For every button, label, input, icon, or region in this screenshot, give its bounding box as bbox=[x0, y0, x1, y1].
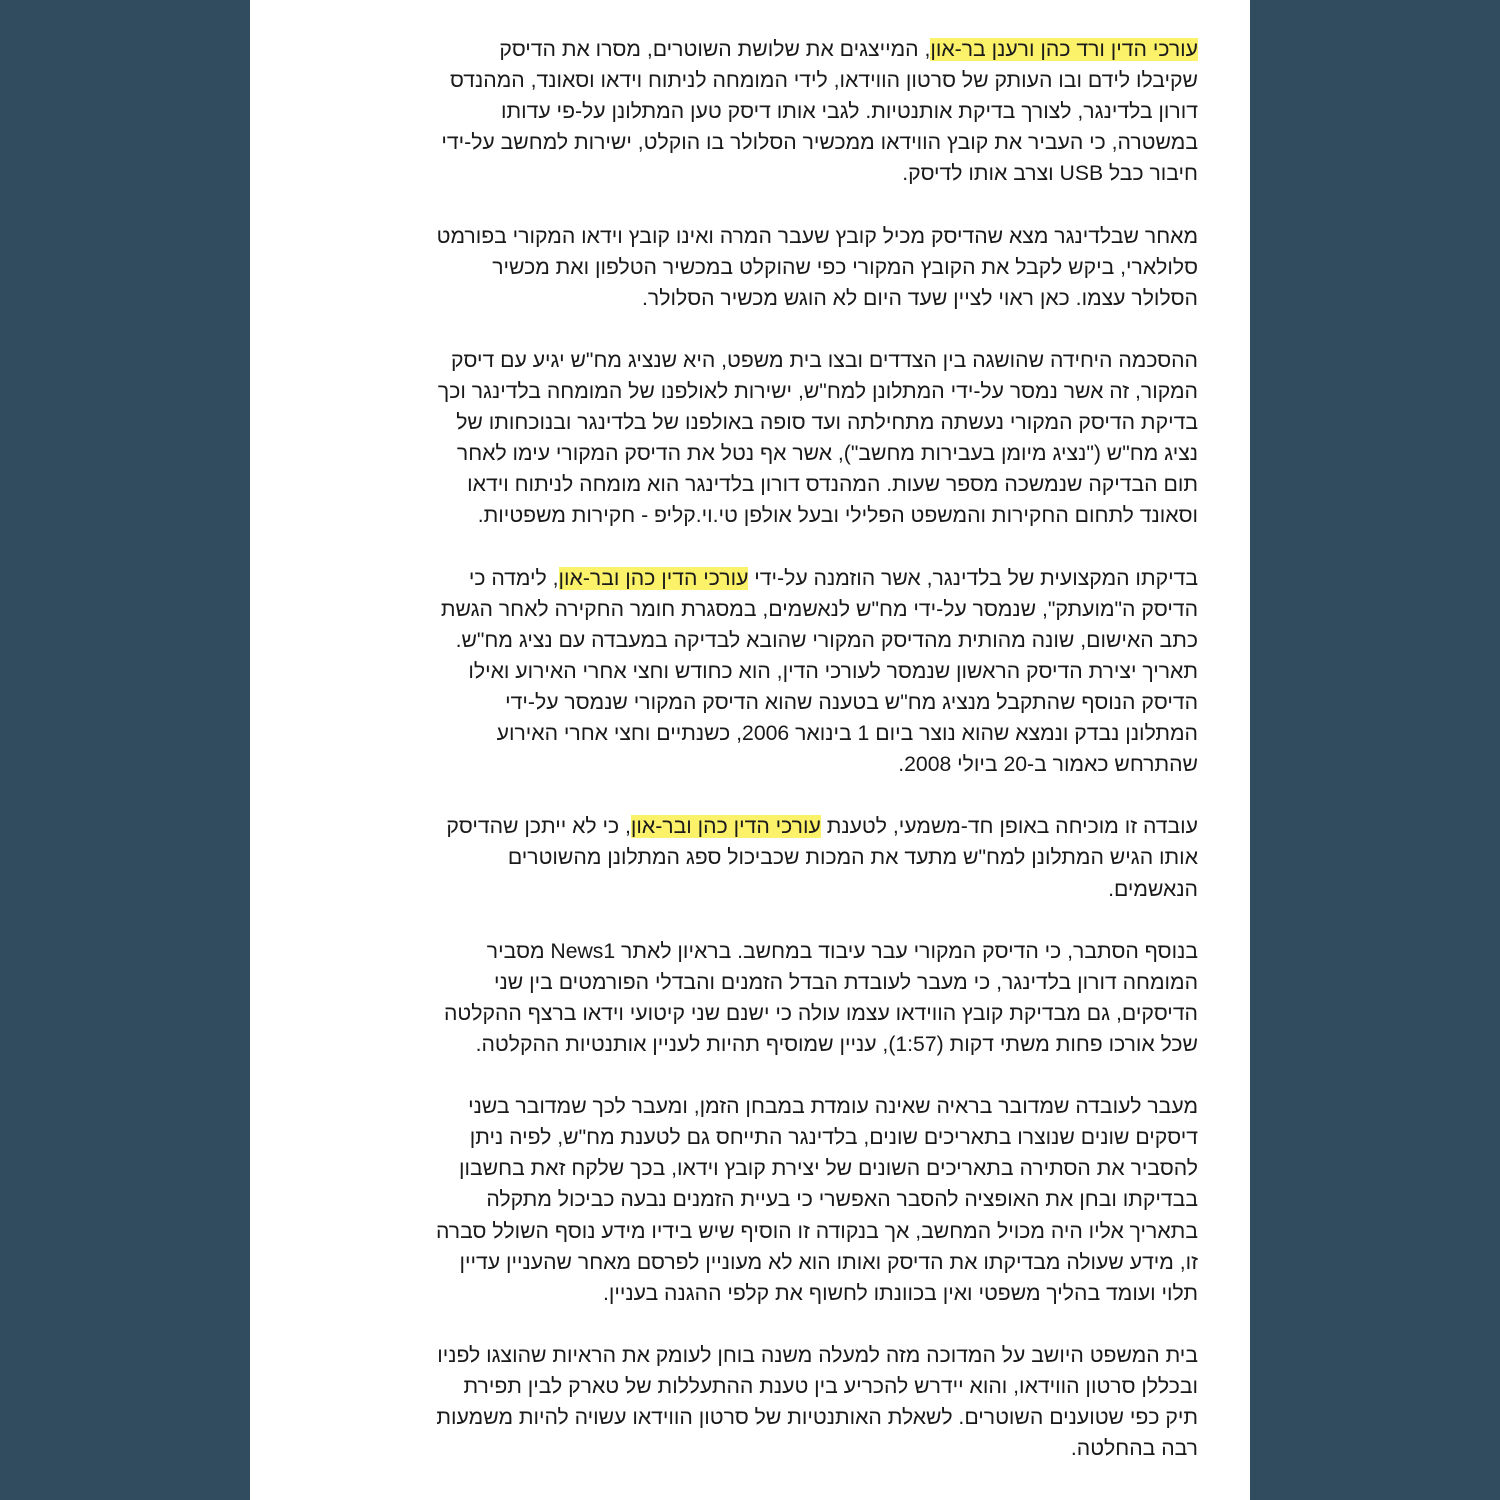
text-line bbox=[302, 469, 1198, 500]
text-line bbox=[302, 1091, 1198, 1122]
text-line bbox=[302, 34, 1198, 65]
text-run: מעבר לעובדה שמדובר בראיה שאינה עומדת במבחן הזמן, ומעבר לכך שמדובר בשני bbox=[468, 1095, 1198, 1119]
text-run: הנאשמים. bbox=[1108, 877, 1198, 901]
text-run: תאריך יצירת הדיסק הראשון שנמסר לעורכי הדין, הוא כחודש וחצי אחרי האירוע ואילו bbox=[468, 659, 1198, 683]
text-line bbox=[302, 563, 1198, 594]
text-run: , כי לא ייתכן שהדיסק bbox=[446, 815, 631, 839]
text-run: מאחר שבלדינגר מצא שהדיסק מכיל קובץ שעבר המרה ואינו קובץ וידאו המקורי בפורמט bbox=[436, 224, 1198, 248]
text-line bbox=[302, 500, 1198, 531]
text-line bbox=[302, 718, 1198, 749]
text-line bbox=[302, 1433, 1198, 1464]
paragraph bbox=[302, 1091, 1198, 1309]
paragraph bbox=[302, 34, 1198, 189]
text-run: כתב האישום, שונה מהותית מהדיסק המקורי שהובא לבדיקה במעבדה עם נציג מח"ש. bbox=[455, 628, 1198, 652]
article-body bbox=[302, 34, 1198, 1495]
text-run: , לימדה כי bbox=[468, 566, 559, 590]
text-line bbox=[302, 1340, 1198, 1371]
text-line bbox=[302, 1247, 1198, 1278]
text-run: דיסקים שונים שנוצרו בתאריכים שונים, בלדינגר התייחס גם לטענת מח"ש, לפיה ניתן bbox=[469, 1126, 1198, 1150]
text-line bbox=[302, 158, 1198, 189]
text-run: הדיסק ה"מועתק", שנמסר על-ידי מח"ש לנאשמים, במסגרת חומר החקירה לאחר הגשת bbox=[440, 597, 1198, 621]
text-line bbox=[302, 936, 1198, 967]
text-run: בית המשפט היושב על המדוכה מזה למעלה משנה בוחן לעומק את הראיות שהוצגו לפניו bbox=[437, 1343, 1198, 1367]
text-run: דורון בלדינגר, לצורך בדיקת אותנטיות. לגבי אותו דיסק טען המתלונן על-פי עדותו bbox=[500, 100, 1198, 124]
text-run: זו, מידע שעולה מבדיקתו את הדיסק ואותו הוא לא מעוניין לפרסם מאחר שהעניין עדיין bbox=[459, 1250, 1198, 1274]
text-line bbox=[302, 438, 1198, 469]
text-run: רבה בהחלטה. bbox=[1070, 1437, 1198, 1461]
text-run: ההסכמה היחידה שהושגה בין הצדדים ובצו בית משפט, היא שנציג מח"ש יגיע עם דיסק bbox=[451, 348, 1198, 372]
text-run: תיק כפי שטוענים השוטרים. לשאלת האותנטיות של סרטון הווידאו עשויה להיות משמעות bbox=[436, 1406, 1198, 1430]
text-line bbox=[302, 1122, 1198, 1153]
text-run: במשטרה, כי העביר את קובץ הווידאו ממכשיר הסלולר בו הוקלט, ישירות למחשב על-ידי bbox=[441, 131, 1198, 155]
text-line bbox=[302, 625, 1198, 656]
text-run: ובכללן סרטון הווידאו, והוא יידרש להכריע בין טענת ההתעללות של טארק לבין תפירת bbox=[463, 1375, 1198, 1399]
text-line bbox=[302, 127, 1198, 158]
text-run: עובדה זו מוכיחה באופן חד-משמעי, לטענת bbox=[820, 815, 1198, 839]
text-line bbox=[302, 1153, 1198, 1184]
text-line bbox=[302, 998, 1198, 1029]
text-line bbox=[302, 96, 1198, 127]
text-run: להסביר את הסתירה בתאריכים השונים של יצירת קובץ וידאו, בכך שלקח זאת בחשבון bbox=[458, 1157, 1198, 1181]
text-line bbox=[302, 1278, 1198, 1309]
text-run: המקור, זה אשר נמסר על-ידי המתלונן למח"ש, ישירות לאולפנו של המומחה בלדינגר וכך bbox=[437, 380, 1198, 404]
paragraph bbox=[302, 811, 1198, 904]
text-run: תום הבדיקה שנמשכה מספר שעות. המהנדס דורון בלדינגר הוא מומחה לניתוח וידאו bbox=[467, 473, 1198, 497]
text-line bbox=[302, 345, 1198, 376]
text-line bbox=[302, 687, 1198, 718]
text-line bbox=[302, 811, 1198, 842]
text-line bbox=[302, 407, 1198, 438]
text-line bbox=[302, 1216, 1198, 1247]
text-run: הדיסק הנוסף שהתקבל מנציג מח"ש בטענה שהוא הדיסק המקורי שנמסר על-ידי bbox=[505, 690, 1198, 714]
text-run: אותו הגיש המתלונן למח"ש מתעד את המכות שכביכול ספג המתלונן מהשוטרים bbox=[507, 846, 1198, 870]
text-run: חיבור כבל USB וצרב אותו לדיסק. bbox=[902, 162, 1198, 186]
text-run: המומחה דורון בלדינגר, כי מעבר לעובדת הבדל הזמנים והבדלי הפורמטים בין שני bbox=[494, 970, 1198, 994]
text-run: שהתרחש כאמור ב-20 ביולי 2008. bbox=[898, 753, 1198, 777]
text-run: וסאונד לתחום החקירות והמשפט הפלילי ובעל אולפן טי.וי.קליפ - חקירות משפטיות. bbox=[477, 504, 1198, 528]
document-page bbox=[250, 0, 1250, 1500]
text-run: נציג מח"ש ("נציג מיומן בעבירות מחשב"), אשר אף נטל את הדיסק המקורי עימו לאחר bbox=[456, 442, 1198, 466]
text-line bbox=[302, 656, 1198, 687]
text-run: , המייצגים את שלושת השוטרים, מסרו את הדיסק bbox=[499, 38, 931, 61]
text-run: בנוסף הסתבר, כי הדיסק המקורי עבר עיבוד במחשב. בראיון לאתר News1 מסביר bbox=[486, 939, 1198, 963]
text-line bbox=[302, 594, 1198, 625]
text-line bbox=[302, 283, 1198, 314]
text-line bbox=[302, 1029, 1198, 1060]
highlighted-name: עורכי הדין ורד כהן ורענן בר-און bbox=[930, 38, 1198, 61]
text-line bbox=[302, 749, 1198, 780]
text-line bbox=[302, 65, 1198, 96]
text-run: בבדיקתו ובחן את האופציה להסבר האפשרי כי בעיית הזמנים נבעה כביכול מתקלה bbox=[486, 1188, 1198, 1212]
text-line bbox=[302, 221, 1198, 252]
text-run: בדיקת הדיסק המקורי נעשתה מתחילתה ועד סופה באולפנו של בלדינגר ובנוכחותו של bbox=[456, 411, 1198, 435]
text-line bbox=[302, 967, 1198, 998]
highlighted-name: עורכי הדין כהן ובר-און bbox=[630, 815, 821, 839]
text-line bbox=[302, 1184, 1198, 1215]
text-run: שקיבלו לידם ובו העותק של סרטון הווידאו, לידי המומחה לניתוח וידאו וסאונד, המהנדס bbox=[450, 69, 1198, 93]
text-line bbox=[302, 252, 1198, 283]
text-line bbox=[302, 874, 1198, 905]
text-run: שכל אורכו פחות משתי דקות (1:57), עניין שמוסיף תהיות לעניין אותנטיות ההקלטה. bbox=[475, 1033, 1198, 1056]
highlighted-name: עורכי הדין כהן ובר-און bbox=[558, 566, 749, 590]
text-line bbox=[302, 1402, 1198, 1433]
text-run: הסלולר עצמו. כאן ראוי לציין שעד היום לא הוגש מכשיר הסלולר. bbox=[642, 286, 1198, 310]
paragraph bbox=[302, 936, 1198, 1060]
paragraph bbox=[302, 563, 1198, 781]
text-run: תלוי ועומד בהליך משפטי ואין בכוונתו לחשוף את קלפי ההגנה בעניין. bbox=[602, 1281, 1198, 1305]
paragraph bbox=[302, 1340, 1198, 1464]
text-run: הדיסקים, גם מבדיקת קובץ הווידאו עצמו עולה כי ישנם שני קיטועי וידאו ברצף ההקלטה bbox=[443, 1001, 1198, 1025]
text-run: המתלונן נבדק ונמצא שהוא נוצר ביום 1 בינואר 2006, כשנתיים וחצי אחרי האירוע bbox=[496, 722, 1198, 746]
text-run: בתאריך אליו היה מכויל המחשב, אך בנקודה זו הוסיף שיש בידיו מידע נוסף השולל סברה bbox=[435, 1219, 1198, 1243]
text-line bbox=[302, 1371, 1198, 1402]
text-line bbox=[302, 376, 1198, 407]
text-line bbox=[302, 842, 1198, 873]
text-run: סלולארי, ביקש לקבל את הקובץ המקורי כפי שהוקלט במכשיר הטלפון ואת מכשיר bbox=[492, 255, 1198, 279]
paragraph bbox=[302, 345, 1198, 532]
text-run: בדיקתו המקצועית של בלדינגר, אשר הוזמנה על-ידי bbox=[748, 566, 1198, 590]
paragraph bbox=[302, 221, 1198, 314]
